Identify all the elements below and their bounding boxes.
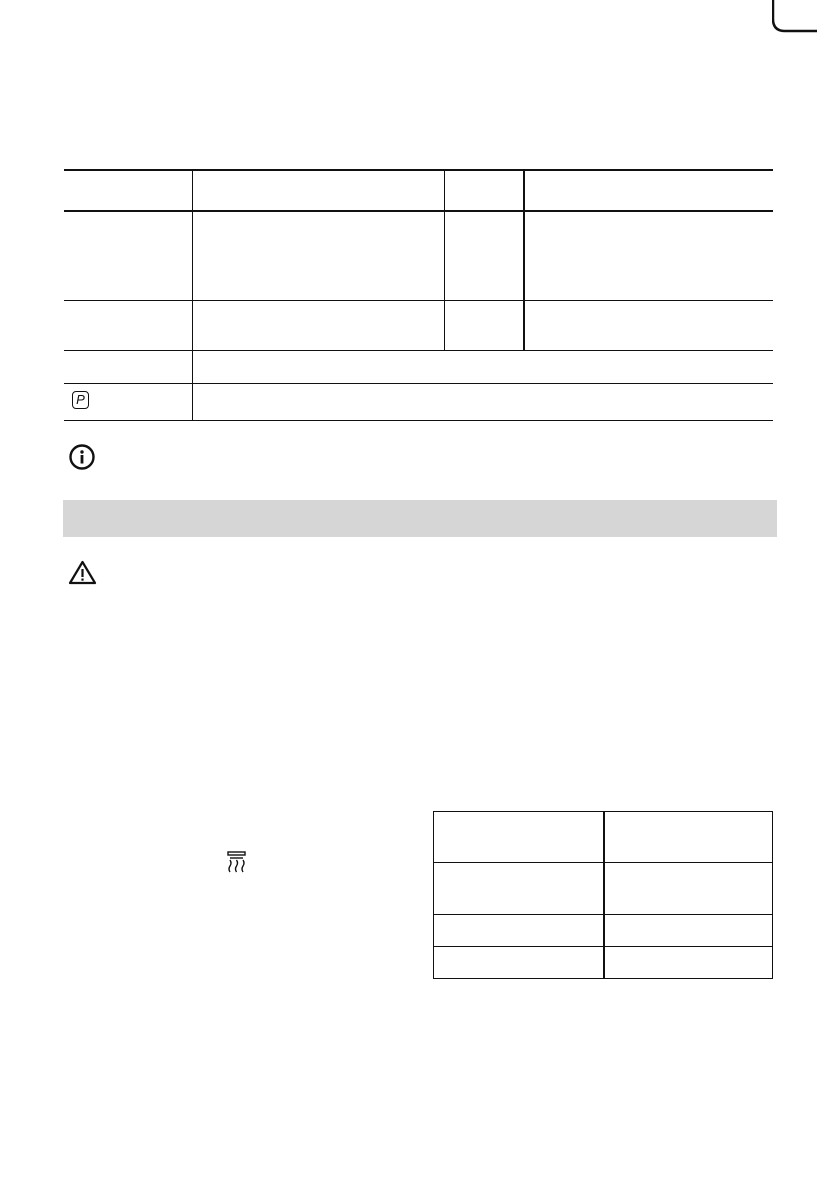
table-column-divider xyxy=(192,171,193,420)
table-divider xyxy=(64,350,773,351)
section-heading-bar xyxy=(63,500,777,537)
warning-triangle-icon xyxy=(68,560,97,585)
upper-table xyxy=(64,169,773,421)
rinse-aid-heater-icon xyxy=(227,851,246,875)
lower-table xyxy=(433,811,773,979)
table-column-divider xyxy=(444,171,445,351)
corner-bracket-icon xyxy=(772,0,817,33)
info-circle-icon xyxy=(68,443,96,471)
table-divider xyxy=(64,210,773,212)
program-p-icon: P xyxy=(72,391,89,409)
table-column-divider xyxy=(523,171,525,351)
table-divider xyxy=(64,383,773,384)
table-column-divider xyxy=(603,812,605,978)
table-divider xyxy=(64,300,773,301)
